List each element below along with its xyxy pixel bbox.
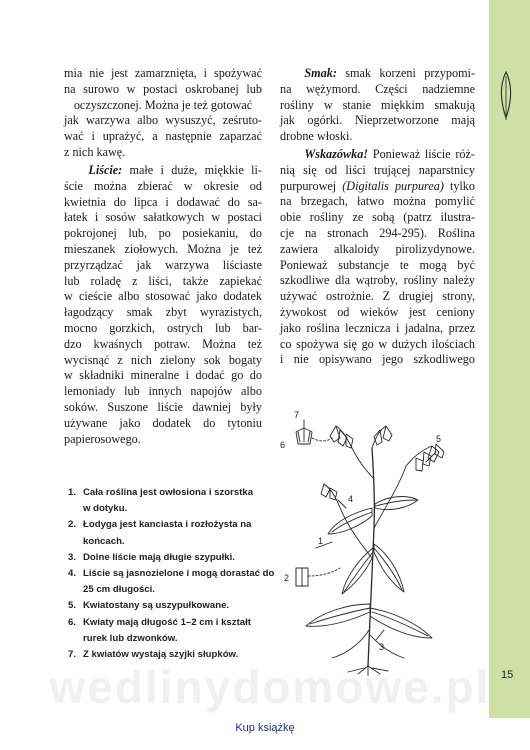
tip-paragraph: Wskazówka! Ponieważ liście róż- nią się od liści trującej naparstnicy purpurowej (Digitalis purpurea) tylko na brzegach, łatwo można pomylić obie rośliny ze sobą (patrz ilustra- cje na stronach 294-295). Roślina zawiera alkaloidy pirolizydynowe. Ponieważ substancje te mogą być szkodliwe dla wątroby, rośliny należy używać ostrożnie. Z drugiej strony, żywokost od wieków jest ceniony jako roślina lecznicza i jadalna, przez co spożywa się go w dużych ilościach i nie opisywano jego szkodliwego (280, 147, 475, 367)
list-item: 5. Kwiatostany są uszypułkowane. (68, 600, 230, 612)
text-line: co spożywa się go w dużych ilościach (280, 336, 475, 351)
leaf-icon (497, 70, 515, 122)
text-line: ście można zbierać w okresie od (64, 178, 262, 193)
text-line: soków. Suszone liście dawniej były (64, 399, 262, 414)
text-line: z nich kawę. (64, 144, 126, 159)
text-line: przyrządzać jak warzywa liściaste (64, 257, 262, 272)
text-line: żywokost od wieków jest ceniony (280, 304, 475, 319)
text-line: wać i uprażyć, a następnie zaparzać (64, 129, 262, 144)
text-line: małe i duże, miękkie li- (129, 163, 262, 177)
text-line: pokrojonej lub, po posiekaniu, do (64, 226, 262, 241)
label-7: 7 (294, 410, 300, 420)
text-line: cje na stronach 294-295). Roślina (280, 225, 475, 240)
text-line: szkodliwe dla wątroby, rośliny należy (280, 273, 475, 288)
text-line: mia nie jest zamarznięta, i spożywać (64, 66, 262, 80)
list-item: 2. Łodyga jest kanciasta i rozłożysta na końcach. (68, 519, 252, 547)
features-list (68, 485, 275, 663)
text-line: używane jako dodatek do tytoniu (64, 415, 262, 430)
taste-paragraph (280, 66, 475, 145)
text-line: w składniki mineralne i dodać go do (64, 368, 262, 383)
text-line: mieszanek ziołowych. Można je też (64, 241, 262, 256)
text-line: rośliny w stanie miękkim smakują (280, 97, 475, 112)
text-line: smak korzeni przypomi- (345, 66, 475, 80)
text-line: i nie opisywano jego szkodliwego (280, 352, 475, 367)
text-line: obie rośliny ze sobą (patrz ilustra- (280, 210, 475, 225)
comfrey-plant-illustration (276, 408, 481, 676)
label-6: 6 (280, 440, 286, 450)
text-line: na surowo w postaci oskrobanej lub (64, 81, 262, 96)
text-line: lemoniady lub innych napojów albo (64, 384, 262, 399)
text-line: łagodzący smak zbyt wyrazistych, (64, 305, 262, 320)
text-line: Ponieważ substancje te mogą być (280, 257, 475, 272)
text-line: w cieście albo stosować jako dodatek (64, 289, 262, 304)
text-line: jak ogórki. Nieprzetworzone mają (280, 113, 475, 128)
latin-name: (Digitalis purpurea) (342, 178, 444, 193)
watermark-text: wedlinydomowe.pl (49, 661, 491, 713)
text-line: wycisnąć z nich zielony sok bogaty (64, 352, 262, 367)
text-line: nią się od liści trującej naparstnicy (280, 162, 475, 177)
text-line: dzo kwaśnych potraw. Można też (64, 336, 262, 351)
text-line: na wężymord. Części nadziemne (280, 81, 475, 96)
list-item: 7. Z kwiatów wystają szyjki słupków. (68, 649, 239, 661)
buy-book-link[interactable]: Kup książkę (235, 722, 295, 734)
text-line: mocno gorzkich, ostrych lub bar- (64, 320, 262, 335)
label-4: 4 (348, 494, 354, 504)
text-line: lub roladę z liści, także zapiekać (64, 273, 262, 288)
list-item: 1. Cała roślina jest owłosiona i szorstka w dotyku. (68, 487, 254, 515)
list-item: 3. Dolne liście mają długie szypułki. (68, 551, 235, 563)
text-line: drobne włoski. (280, 129, 353, 144)
text-line: kwietnia do lipca i dodawać do sa- (64, 194, 262, 209)
leaves-heading: Liście: (88, 163, 123, 177)
text-line: papierosowego. (64, 431, 141, 446)
left-intro-paragraph (64, 66, 262, 161)
leaves-paragraph (64, 163, 262, 447)
list-item: 6. Kwiaty mają długość 1–2 cm i kształt rurek lub dzwonków. (68, 616, 251, 644)
text-line: oczyszczonej. Można je też gotować (73, 97, 253, 112)
text-line: jako roślina lecznicza i jadalna, przez (280, 320, 475, 335)
tip-heading: Wskazówka! (304, 147, 369, 161)
text-line: używać ostrożnie. Z drugiej strony, (280, 289, 475, 304)
label-3: 3 (379, 642, 385, 652)
label-2: 2 (284, 573, 290, 583)
page-number: 15 (501, 669, 514, 681)
text-line: zawiera alkaloidy pirolizydynowe. (280, 241, 475, 256)
label-1: 1 (318, 536, 324, 546)
label-5: 5 (436, 434, 442, 444)
list-item: 4. Liście są jasnozielone i mogą dorastać do 25 cm długości. (68, 568, 275, 596)
text-line: jak warzywa albo wysuszyć, ześruto- (64, 113, 262, 128)
taste-heading: Smak: (304, 66, 337, 80)
text-line: łatek i sosów sałatkowych w postaci (64, 210, 262, 225)
text-line: na brzegach, łatwo można pomylić (280, 194, 475, 209)
